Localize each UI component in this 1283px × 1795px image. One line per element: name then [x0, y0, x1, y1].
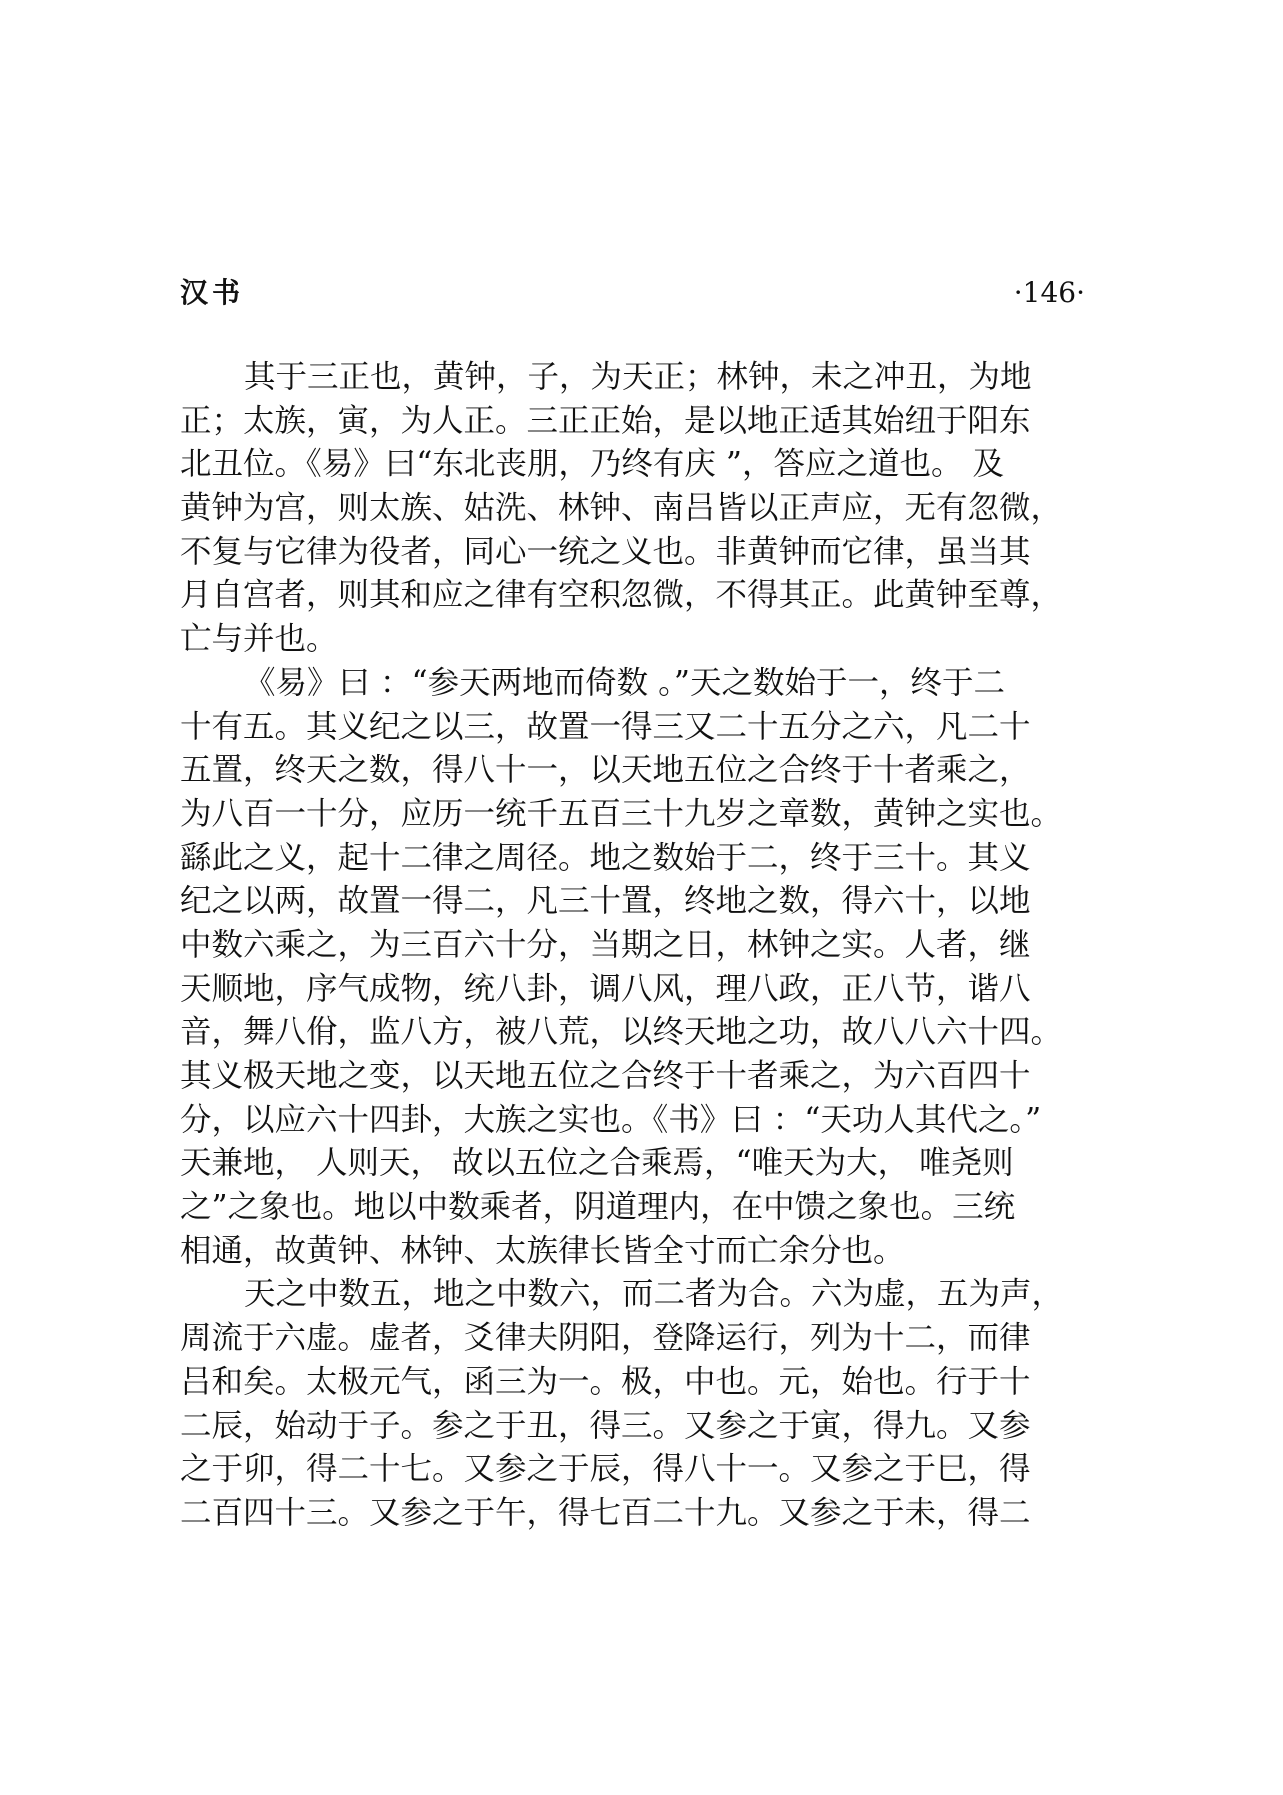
text-line: 月自宫者，则其和应之律有空积忽微，不得其正。此黄钟至尊， [180, 577, 1063, 614]
text-line: 不复与它律为役者，同心一统之义也。非黄钟而它律，虽当其 [180, 533, 1031, 570]
text-line: 相通，故黄钟、林钟、太族律长皆全寸而亡余分也。 [180, 1232, 905, 1269]
text-line: 五置，终天之数，得八十一，以天地五位之合终于十者乘之， [180, 752, 1031, 789]
text-line: 吕和矣。太极元气，函三为一。极，中也。元，始也。行于十 [180, 1363, 1031, 1400]
text-line: 天顺地，序气成物，统八卦，调八风，理八政，正八节，谐八 [180, 970, 1031, 1007]
text-line: 黄钟为宫，则太族、姑洗、林钟、南吕皆以正声应，无有忽微， [180, 490, 1063, 527]
text-line: 二百四十三。又参之于午，得七百二十九。又参之于未，得二 [180, 1494, 1031, 1531]
text-line: 为八百一十分，应历一统千五百三十九岁之章数，黄钟之实也。 [180, 795, 1063, 832]
text-line: 之于卯，得二十七。又参之于辰，得八十一。又参之于巳，得 [180, 1451, 1031, 1488]
text-line: 其于三正也，黄钟，子，为天正；林钟，未之冲丑，为地 [244, 359, 1032, 395]
text-line: 北丑位。《易》曰“东北丧朋，乃终有庆 ”，答应之道也。 及 [180, 446, 1004, 483]
book-title: 汉书 [180, 276, 245, 309]
text-line: 二辰，始动于子。参之于丑，得三。又参之于寅，得九。又参 [180, 1407, 1031, 1444]
text-line: 天之中数五，地之中数六，而二者为合。六为虚，五为声， [244, 1276, 1064, 1313]
text-line: 繇此之义，起十二律之周径。地之数始于二，终于三十。其义 [180, 839, 1031, 876]
text-line: 《易》曰 ：“参天两地而倚数 。”天之数始于一，终于二 [244, 664, 1005, 701]
text-line: 纪之以两，故置一得二，凡三十置，终地之数，得六十，以地 [180, 883, 1031, 920]
text-line: 音，舞八佾，监八方，被八荒，以终天地之功，故八八六十四。 [180, 1014, 1063, 1051]
text-line: 其义极天地之变，以天地五位之合终于十者乘之，为六百四十 [180, 1058, 1031, 1094]
running-head [180, 273, 1085, 313]
text-line: 中数六乘之，为三百六十分，当期之日，林钟之实。人者，继 [180, 926, 1031, 963]
text-line: 周流于六虚。虚者，爻律夫阴阳，登降运行，列为十二，而律 [180, 1320, 1031, 1357]
page-number: ·146· [1013, 276, 1085, 309]
text-line: 天兼地， 人则天， 故以五位之合乘焉，“唯天为大， 唯尧则 [180, 1145, 1014, 1182]
text-line: 分，以应六十四卦，大族之实也。《书》曰 ：“天功人其代之。” [180, 1101, 1042, 1138]
text-line: 十有五。其义纪之以三，故置一得三又二十五分之六，凡二十 [180, 708, 1031, 745]
body-text [180, 356, 1100, 1536]
text-line: 之”之象也。地以中数乘者，阴道理内，在中馈之象也。三统 [180, 1189, 1016, 1226]
text-line: 正；太族，寅，为人正。三正正始，是以地正适其始纽于阳东 [180, 402, 1031, 439]
text-line: 亡与并也。 [180, 621, 338, 658]
